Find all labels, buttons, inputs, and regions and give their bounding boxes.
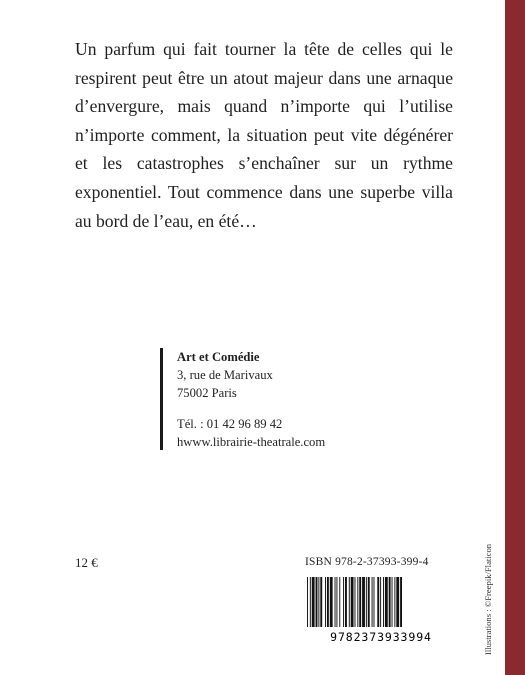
isbn-label: ISBN 978-2-37393-399-4: [305, 556, 429, 568]
spine-stripe: [505, 0, 525, 675]
back-cover-blurb: Un parfum qui fait tourner la tête de celles qui le respirent peut être un atout majeur dans une arnaque d’envergure, mais quand n’importe qui l’utilise n’importe comment, la situation peut vite dégénérer et les catastrophes s’enchaîner sur un rythme exponentiel. Tout commence dans une superbe villa au bord de l’eau, en été…: [75, 39, 453, 231]
barcode-bar: [368, 577, 370, 627]
barcode-bar: [394, 577, 395, 627]
publisher-block: [160, 348, 325, 450]
barcode-bar: [359, 577, 361, 627]
publisher-street: 3, rue de Marivaux: [177, 368, 273, 383]
barcode-bar: [307, 577, 308, 627]
barcode-bar: [366, 577, 367, 627]
barcode-bar: [318, 577, 319, 627]
barcode-bar: [330, 577, 333, 627]
barcode-bar: [380, 577, 381, 627]
barcode-bar: [372, 577, 373, 627]
barcode-bar: [362, 577, 365, 627]
price: 12 €: [75, 555, 98, 570]
barcode-bar: [310, 577, 311, 627]
barcode-bar: [336, 577, 337, 627]
barcode-bar: [335, 577, 336, 627]
barcode-bar: [325, 577, 326, 627]
barcode: [305, 575, 453, 643]
barcode-bar: [327, 577, 329, 627]
barcode-bar: [349, 577, 350, 627]
barcode-bar: [316, 577, 318, 627]
barcode-bar: [385, 577, 388, 627]
barcode-bars: [307, 577, 402, 627]
barcode-bar: [351, 577, 354, 627]
illustration-credit: Illustrations : ©Freepik/Flaticon: [483, 543, 493, 655]
barcode-bar: [355, 577, 356, 627]
publisher-phone: Tél. : 01 42 96 89 42: [177, 416, 283, 431]
publisher-website: hwww.librairie-theatrale.com: [177, 434, 326, 449]
barcode-bar: [343, 577, 344, 627]
barcode-bar: [357, 577, 358, 627]
barcode-bar: [320, 577, 322, 627]
barcode-bar: [339, 577, 340, 627]
barcode-bar: [392, 577, 393, 627]
barcode-bar: [396, 577, 399, 627]
barcode-bar: [374, 577, 375, 627]
barcode-bar: [312, 577, 315, 627]
publisher-city: 75002 Paris: [177, 386, 237, 401]
barcode-bar: [400, 577, 402, 627]
barcode-bar: [345, 577, 347, 627]
publisher-name: Art et Comédie: [177, 350, 260, 364]
barcode-bar: [377, 577, 379, 627]
barcode-bar: [389, 577, 391, 627]
barcode-digits: 9782373933994: [330, 630, 432, 643]
barcode-bar: [383, 577, 384, 627]
